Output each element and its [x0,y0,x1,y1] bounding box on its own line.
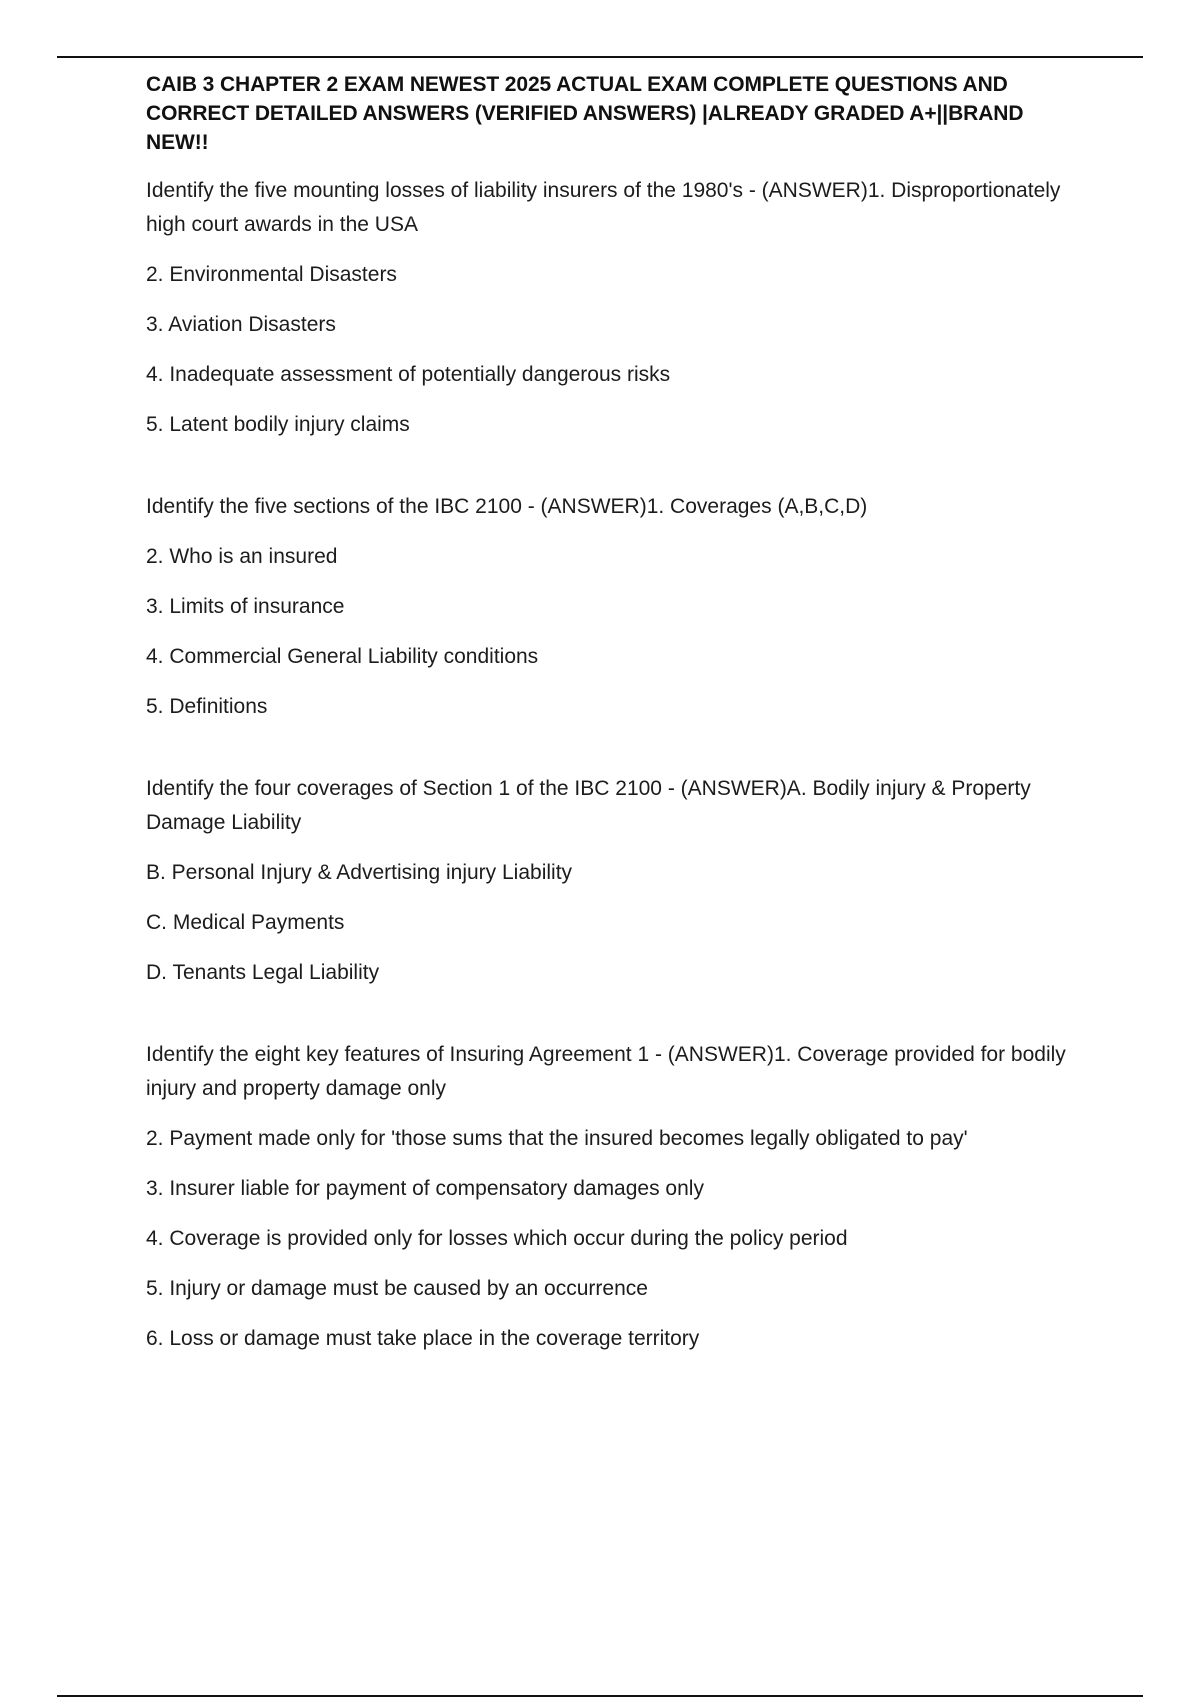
document-body [146,70,1086,1372]
answer-item: 4. Inadequate assessment of potentially dangerous risks [146,363,671,386]
answer-item: 2. Payment made only for 'those sums that the insured becomes legally obligated to pay' [146,1127,968,1150]
answer-item: 5. Latent bodily injury claims [146,413,410,436]
qa-block-4 [146,1038,1086,1356]
answer-item: 2. Environmental Disasters [146,263,397,286]
answer-item: 4. Commercial General Liability conditions [146,645,539,668]
question-text: Identify the eight key features of Insuring Agreement 1 - (ANSWER)1. Coverage provided for bodily injury and property damage only [146,1043,1066,1100]
answer-item: 4. Coverage is provided only for losses which occur during the policy period [146,1227,848,1250]
answer-item: D. Tenants Legal Liability [146,961,380,984]
qa-block-2 [146,490,1086,724]
answer-item: C. Medical Payments [146,911,345,934]
answer-item: 5. Definitions [146,695,268,718]
qa-block-1 [146,174,1086,442]
answer-item: 5. Injury or damage must be caused by an occurrence [146,1277,648,1300]
question-text: Identify the four coverages of Section 1 of the IBC 2100 - (ANSWER)A. Bodily injury & Property Damage Liability [146,777,1031,834]
question-text: Identify the five mounting losses of liability insurers of the 1980's - (ANSWER)1. Disproportionately high court awards in the USA [146,179,1061,236]
answer-item: 3. Insurer liable for payment of compensatory damages only [146,1177,704,1200]
bottom-rule [57,1695,1143,1697]
answer-item: 3. Aviation Disasters [146,313,336,336]
qa-block-3 [146,772,1086,990]
answer-item: 2. Who is an insured [146,545,338,568]
question-text: Identify the five sections of the IBC 2100 - (ANSWER)1. Coverages (A,B,C,D) [146,495,868,518]
answer-item: 3. Limits of insurance [146,595,345,618]
answer-item: B. Personal Injury & Advertising injury Liability [146,861,573,884]
document-title: CAIB 3 CHAPTER 2 EXAM NEWEST 2025 ACTUAL EXAM COMPLETE QUESTIONS AND CORRECT DETAILED ANSWERS (VERIFIED ANSWERS) |ALREADY GRADED A+||BRAND NEW!! [146,73,1024,154]
answer-item: 6. Loss or damage must take place in the coverage territory [146,1327,700,1350]
top-rule [57,56,1143,58]
